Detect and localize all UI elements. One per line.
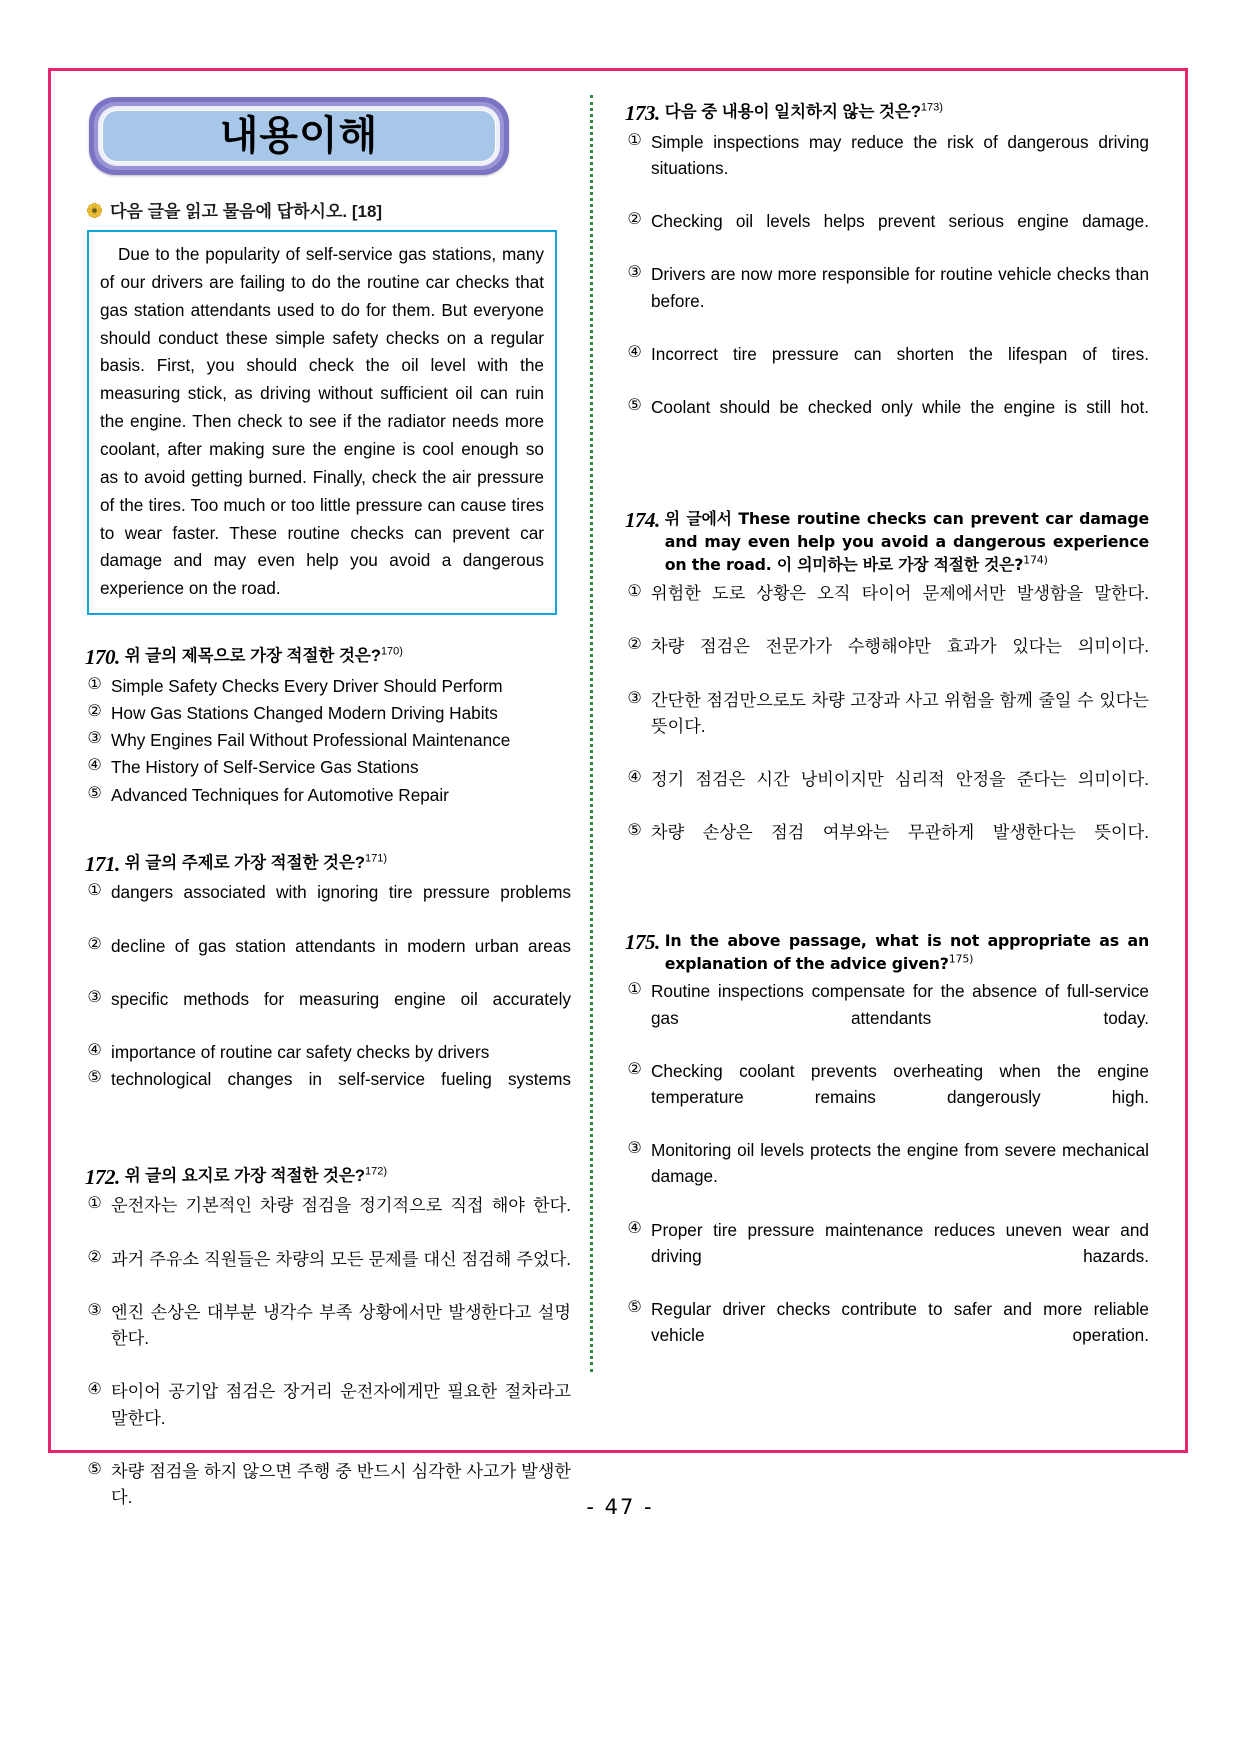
choice-marker: ② (627, 636, 642, 654)
question-173 (625, 101, 1149, 446)
question-174-header (625, 508, 1149, 577)
choice-item[interactable] (625, 1296, 1149, 1374)
choice-text: 차량 점검은 전문가가 수행해야만 효과가 있다는 의미이다. (651, 636, 1149, 657)
choice-marker: ④ (87, 1042, 102, 1060)
question-174-stem: 위 글에서 These routine checks can prevent car damage and may even help you avoid a dangerous experience on the road. 이 의미하는 바로 가장 적절한 것은?$^{174)}$ (664, 509, 1149, 575)
choice-marker: ⑤ (627, 397, 642, 415)
choice-text: 타이어 공기압 점검은 장거리 운전자에게만 필요한 절차라고 말한다. (111, 1381, 571, 1428)
choice-marker: ① (627, 131, 642, 149)
question-173-stem: 다음 중 내용이 일치하지 않는 것은?$^{173)}$ (664, 101, 943, 121)
choice-item[interactable] (625, 1137, 1149, 1215)
choice-text: Why Engines Fail Without Professional Maintenance (111, 730, 511, 751)
choice-marker: ② (87, 703, 102, 721)
question-175-stem: In the above passage, what is not appropriate as an explanation of the advice given?$^{175)}$ (664, 930, 1149, 973)
choice-item[interactable] (625, 819, 1149, 871)
choice-marker: ③ (627, 1140, 642, 1158)
choice-text: 차량 손상은 점검 여부와는 무관하게 발생한다는 뜻이다. (651, 822, 1149, 843)
question-170-number: 170. (85, 645, 120, 670)
choice-item[interactable] (625, 208, 1149, 260)
choice-text: How Gas Stations Changed Modern Driving Habits (111, 703, 498, 724)
choice-item[interactable] (85, 727, 571, 753)
choice-item[interactable] (85, 1378, 571, 1456)
choice-text: Incorrect tire pressure can shorten the lifespan of tires. (651, 343, 1149, 364)
choice-marker: ① (87, 1195, 102, 1213)
choice-marker: ④ (627, 769, 642, 787)
choice-marker: ③ (627, 689, 642, 707)
reading-passage-box (87, 230, 557, 615)
choice-text: The History of Self-Service Gas Stations (111, 757, 419, 778)
choice-marker: ⑤ (87, 1069, 102, 1087)
choice-text: Simple Safety Checks Every Driver Should Perform (111, 675, 503, 696)
choice-item[interactable] (625, 633, 1149, 685)
question-175-number: 175. (625, 929, 660, 954)
choice-item[interactable] (85, 1299, 571, 1377)
choice-item[interactable] (85, 1246, 571, 1298)
directive-line (87, 197, 567, 222)
choice-marker: ③ (627, 264, 642, 282)
column-divider-gap (577, 87, 605, 1440)
question-173-footnote: 173) (920, 101, 943, 114)
question-172-choices (85, 1192, 571, 1536)
question-170 (85, 645, 571, 807)
question-174-choices (625, 580, 1149, 872)
choice-item[interactable] (85, 1192, 571, 1244)
choice-text: decline of gas station attendants in modern urban areas (111, 935, 571, 956)
question-175-header (625, 930, 1149, 976)
choice-item[interactable] (625, 687, 1149, 765)
choice-marker: ⑤ (627, 1299, 642, 1317)
banner-outer-frame (89, 97, 509, 175)
question-172 (85, 1165, 571, 1537)
choice-marker: ① (87, 675, 102, 693)
question-172-stem: 위 글의 요지로 가장 적절한 것은?$^{172)}$ (124, 1165, 387, 1185)
page-footer (0, 1495, 1240, 1519)
choice-text: Drivers are now more responsible for routine vehicle checks than before. (651, 264, 1149, 311)
question-174-number: 174. (625, 508, 660, 533)
choice-item[interactable] (85, 1066, 571, 1118)
question-172-footnote: 172) (364, 1165, 387, 1178)
choice-item[interactable] (85, 879, 571, 931)
choice-item[interactable] (85, 782, 571, 808)
choice-text: Simple inspections may reduce the risk of dangerous driving situations. (651, 131, 1149, 178)
page-number: - 47 - (586, 1495, 654, 1519)
choice-marker: ① (87, 882, 102, 900)
banner-title: 내용이해 (219, 113, 379, 159)
right-column (605, 87, 1165, 1440)
question-171 (85, 852, 571, 1119)
question-175-footnote: 175) (948, 952, 974, 966)
choice-marker: ③ (87, 1302, 102, 1319)
choice-text: 과거 주유소 직원들은 차량의 모든 문제를 대신 점검해 주었다. (111, 1248, 571, 1269)
choice-marker: ① (627, 981, 642, 999)
question-173-header (625, 101, 1149, 126)
banner-inner-panel (102, 110, 496, 162)
choice-item[interactable] (85, 933, 571, 985)
question-171-footnote: 171) (364, 852, 387, 865)
choice-text: Coolant should be checked only while the engine is still hot. (651, 397, 1149, 418)
choice-item[interactable] (625, 766, 1149, 818)
question-173-choices (625, 129, 1149, 447)
choice-item[interactable] (85, 754, 571, 780)
choice-marker: ④ (87, 1381, 102, 1399)
choice-marker: ④ (627, 343, 642, 361)
question-175-choices (625, 978, 1149, 1374)
choice-item[interactable] (625, 394, 1149, 446)
question-171-choices (85, 879, 571, 1118)
choice-item[interactable] (625, 341, 1149, 393)
question-175 (625, 930, 1149, 1375)
choice-item[interactable] (85, 673, 571, 699)
choice-text: Checking oil levels helps prevent serious engine damage. (651, 211, 1149, 232)
question-172-header (85, 1165, 571, 1190)
choice-item[interactable] (85, 700, 571, 726)
choice-text: 운전자는 기본적인 차량 점검을 정기적으로 직접 해야 한다. (111, 1195, 571, 1216)
choice-item[interactable] (625, 1058, 1149, 1136)
question-172-number: 172. (85, 1164, 120, 1189)
question-174 (625, 508, 1149, 871)
choice-text: 엔진 손상은 대부분 냉각수 부족 상황에서만 발생한다고 설명한다. (111, 1302, 571, 1349)
question-170-header (85, 645, 571, 670)
question-170-stem: 위 글의 제목으로 가장 적절한 것은?$^{170)}$ (124, 645, 403, 666)
choice-text: 차량 점검을 하지 않으면 주행 중 반드시 심각한 사고가 발생한다. (111, 1460, 571, 1507)
banner-frame-layer-2 (94, 102, 504, 170)
choice-marker: ① (627, 583, 642, 601)
choice-marker: ② (627, 211, 642, 229)
choice-text: Proper tire pressure maintenance reduces uneven wear and driving hazards. (651, 1219, 1149, 1266)
choice-text: Monitoring oil levels protects the engine from severe mechanical damage. (651, 1140, 1149, 1187)
question-170-footnote: 170) (380, 645, 403, 658)
choice-text: 간단한 점검만으로도 차량 고장과 사고 위험을 함께 줄일 수 있다는 뜻이다. (651, 689, 1149, 736)
choice-text: Advanced Techniques for Automotive Repair (111, 784, 449, 805)
choice-marker: ⑤ (627, 822, 642, 840)
section-banner (89, 97, 509, 175)
choice-text: importance of routine car safety checks by drivers (111, 1042, 490, 1063)
choice-marker: ③ (87, 988, 102, 1006)
choice-marker: ③ (87, 730, 102, 748)
question-171-stem: 위 글의 주제로 가장 적절한 것은?$^{171)}$ (124, 852, 387, 872)
choice-text: 위험한 도로 상황은 오직 타이어 문제에서만 발생함을 말한다. (651, 583, 1149, 604)
choice-item[interactable] (85, 986, 571, 1038)
question-171-number: 171. (85, 851, 120, 876)
choice-text: Routine inspections compensate for the absence of full-service gas attendants today. (651, 981, 1149, 1028)
choice-text: technological changes in self-service fueling systems (111, 1069, 571, 1090)
choice-text: Regular driver checks contribute to safer and more reliable vehicle operation. (651, 1299, 1149, 1346)
question-174-footnote: 174) (1023, 553, 1048, 567)
flower-icon (87, 203, 102, 218)
choice-marker: ⑤ (87, 784, 102, 802)
passage-text: Due to the popularity of self-service gas stations, many of our drivers are failing to do the routine car checks that gas station attendants used to do for them. But everyone should conduct these simple safety checks on a regular basis. First, you should check the oil level with the measuring stick, as driving without sufficient oil can ruin the engine. Then check to see if the radiator needs more coolant, after making sure the engine is cool enough so as to avoid getting burned. Finally, check the air pressure of the tires. Too much or too little pressure can cause tires to wear faster. These routine checks can prevent car damage and may even help you avoid a dangerous experience on the road. (100, 244, 544, 599)
choice-item[interactable] (625, 580, 1149, 632)
choice-item[interactable] (625, 129, 1149, 207)
banner-frame-layer-3 (98, 106, 500, 166)
choice-marker: ② (87, 935, 102, 953)
choice-marker: ② (627, 1060, 642, 1078)
choice-text: 정기 점검은 시간 낭비이지만 심리적 안정을 준다는 의미이다. (651, 769, 1149, 790)
choice-marker: ④ (627, 1219, 642, 1237)
choice-item[interactable] (85, 1039, 571, 1065)
choice-item[interactable] (625, 1217, 1149, 1295)
choice-item[interactable] (625, 978, 1149, 1056)
dotted-divider (590, 95, 593, 1372)
choice-marker: ④ (87, 757, 102, 775)
choice-marker: ② (87, 1248, 102, 1266)
choice-marker: ⑤ (87, 1460, 102, 1478)
choice-text: Checking coolant prevents overheating when the engine temperature remains dangerously high. (651, 1060, 1149, 1108)
left-column (65, 87, 577, 1507)
question-171-header (85, 852, 571, 877)
choice-text: specific methods for measuring engine oil accurately (111, 988, 571, 1009)
directive-text: 다음 글을 읽고 물음에 답하시오. [18] (110, 202, 383, 221)
question-170-choices (85, 673, 571, 808)
question-173-number: 173. (625, 101, 660, 125)
choice-item[interactable] (625, 261, 1149, 339)
choice-text: dangers associated with ignoring tire pressure problems (111, 882, 571, 903)
